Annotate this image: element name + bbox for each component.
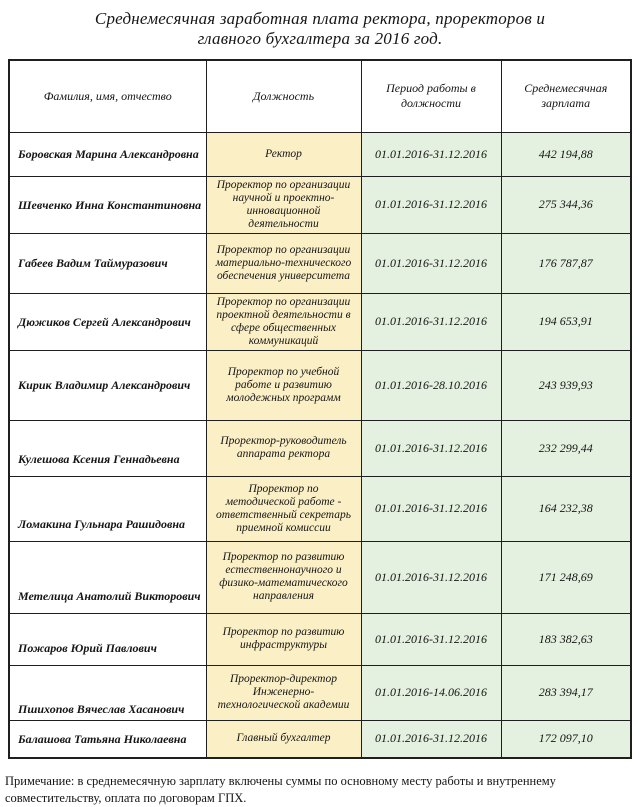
salary-cell: 442 194,88 xyxy=(501,132,631,176)
document-title xyxy=(0,0,640,49)
position-cell: Проректор по методической работе - ответственный секретарь приемной комиссии xyxy=(206,476,361,541)
period-cell: 01.01.2016-28.10.2016 xyxy=(361,350,501,420)
table-row xyxy=(9,176,631,233)
salary-cell: 164 232,38 xyxy=(501,476,631,541)
footnote: Примечание: в среднемесячную зарплату включены суммы по основному месту работы и внутреннему совместительству, оплата по договорам ГПХ. xyxy=(5,774,556,805)
period-cell: 01.01.2016-31.12.2016 xyxy=(361,176,501,233)
period-cell: 01.01.2016-31.12.2016 xyxy=(361,132,501,176)
salary-cell: 283 394,17 xyxy=(501,665,631,720)
period-cell: 01.01.2016-31.12.2016 xyxy=(361,541,501,613)
salary-cell: 232 299,44 xyxy=(501,420,631,476)
salary-cell: 243 939,93 xyxy=(501,350,631,420)
employee-name-cell: Кирик Владимир Александрович xyxy=(9,350,206,420)
period-cell: 01.01.2016-31.12.2016 xyxy=(361,293,501,350)
position-cell: Проректор по учебной работе и развитию молодежных программ xyxy=(206,350,361,420)
position-cell: Проректор по развитию инфраструктуры xyxy=(206,613,361,665)
column-header-position: Должность xyxy=(206,60,361,132)
table-row xyxy=(9,541,631,613)
position-cell: Ректор xyxy=(206,132,361,176)
period-cell: 01.01.2016-31.12.2016 xyxy=(361,476,501,541)
position-cell: Проректор-директор Инженерно-технологической академии xyxy=(206,665,361,720)
position-cell: Проректор-руководитель аппарата ректора xyxy=(206,420,361,476)
employee-name-cell: Габеев Вадим Таймуразович xyxy=(9,233,206,293)
table-header-row xyxy=(9,60,631,132)
table-row xyxy=(9,613,631,665)
salary-cell: 172 097,10 xyxy=(501,720,631,758)
position-cell: Главный бухгалтер xyxy=(206,720,361,758)
salary-table xyxy=(8,59,632,759)
table-row xyxy=(9,720,631,758)
salary-cell: 194 653,91 xyxy=(501,293,631,350)
title-line-2: главного бухгалтера за 2016 год. xyxy=(197,29,443,48)
column-header-salary: Среднемесячная зарплата xyxy=(501,60,631,132)
employee-name-cell: Пшихопов Вячеслав Хасанович xyxy=(9,665,206,720)
period-cell: 01.01.2016-31.12.2016 xyxy=(361,233,501,293)
employee-name-cell: Ломакина Гульнара Рашидовна xyxy=(9,476,206,541)
table-row xyxy=(9,476,631,541)
employee-name-cell: Дюжиков Сергей Александрович xyxy=(9,293,206,350)
employee-name-cell: Пожаров Юрий Павлович xyxy=(9,613,206,665)
position-cell: Проректор по организации материально-технического обеспечения университета xyxy=(206,233,361,293)
column-header-full-name: Фамилия, имя, отчество xyxy=(9,60,206,132)
title-line-1: Среднемесячная заработная плата ректора, проректоров и xyxy=(94,9,546,28)
salary-cell: 183 382,63 xyxy=(501,613,631,665)
table-row xyxy=(9,132,631,176)
employee-name-cell: Шевченко Инна Константиновна xyxy=(9,176,206,233)
table-row xyxy=(9,233,631,293)
table-row xyxy=(9,420,631,476)
period-cell: 01.01.2016-14.06.2016 xyxy=(361,665,501,720)
employee-name-cell: Кулешова Ксения Геннадьевна xyxy=(9,420,206,476)
employee-name-cell: Метелица Анатолий Викторович xyxy=(9,541,206,613)
table-row xyxy=(9,350,631,420)
employee-name-cell: Балашова Татьяна Николаевна xyxy=(9,720,206,758)
table-row xyxy=(9,665,631,720)
salary-cell: 176 787,87 xyxy=(501,233,631,293)
position-cell: Проректор по организации проектной деятельности в сфере общественных коммуникаций xyxy=(206,293,361,350)
column-header-period: Период работы в должности xyxy=(361,60,501,132)
period-cell: 01.01.2016-31.12.2016 xyxy=(361,420,501,476)
period-cell: 01.01.2016-31.12.2016 xyxy=(361,613,501,665)
table-row xyxy=(9,293,631,350)
salary-cell: 171 248,69 xyxy=(501,541,631,613)
position-cell: Проректор по развитию естественнонаучного и физико-математического направления xyxy=(206,541,361,613)
period-cell: 01.01.2016-31.12.2016 xyxy=(361,720,501,758)
salary-cell: 275 344,36 xyxy=(501,176,631,233)
employee-name-cell: Боровская Марина Александровна xyxy=(9,132,206,176)
position-cell: Проректор по организации научной и проектно-инновационной деятельности xyxy=(206,176,361,233)
